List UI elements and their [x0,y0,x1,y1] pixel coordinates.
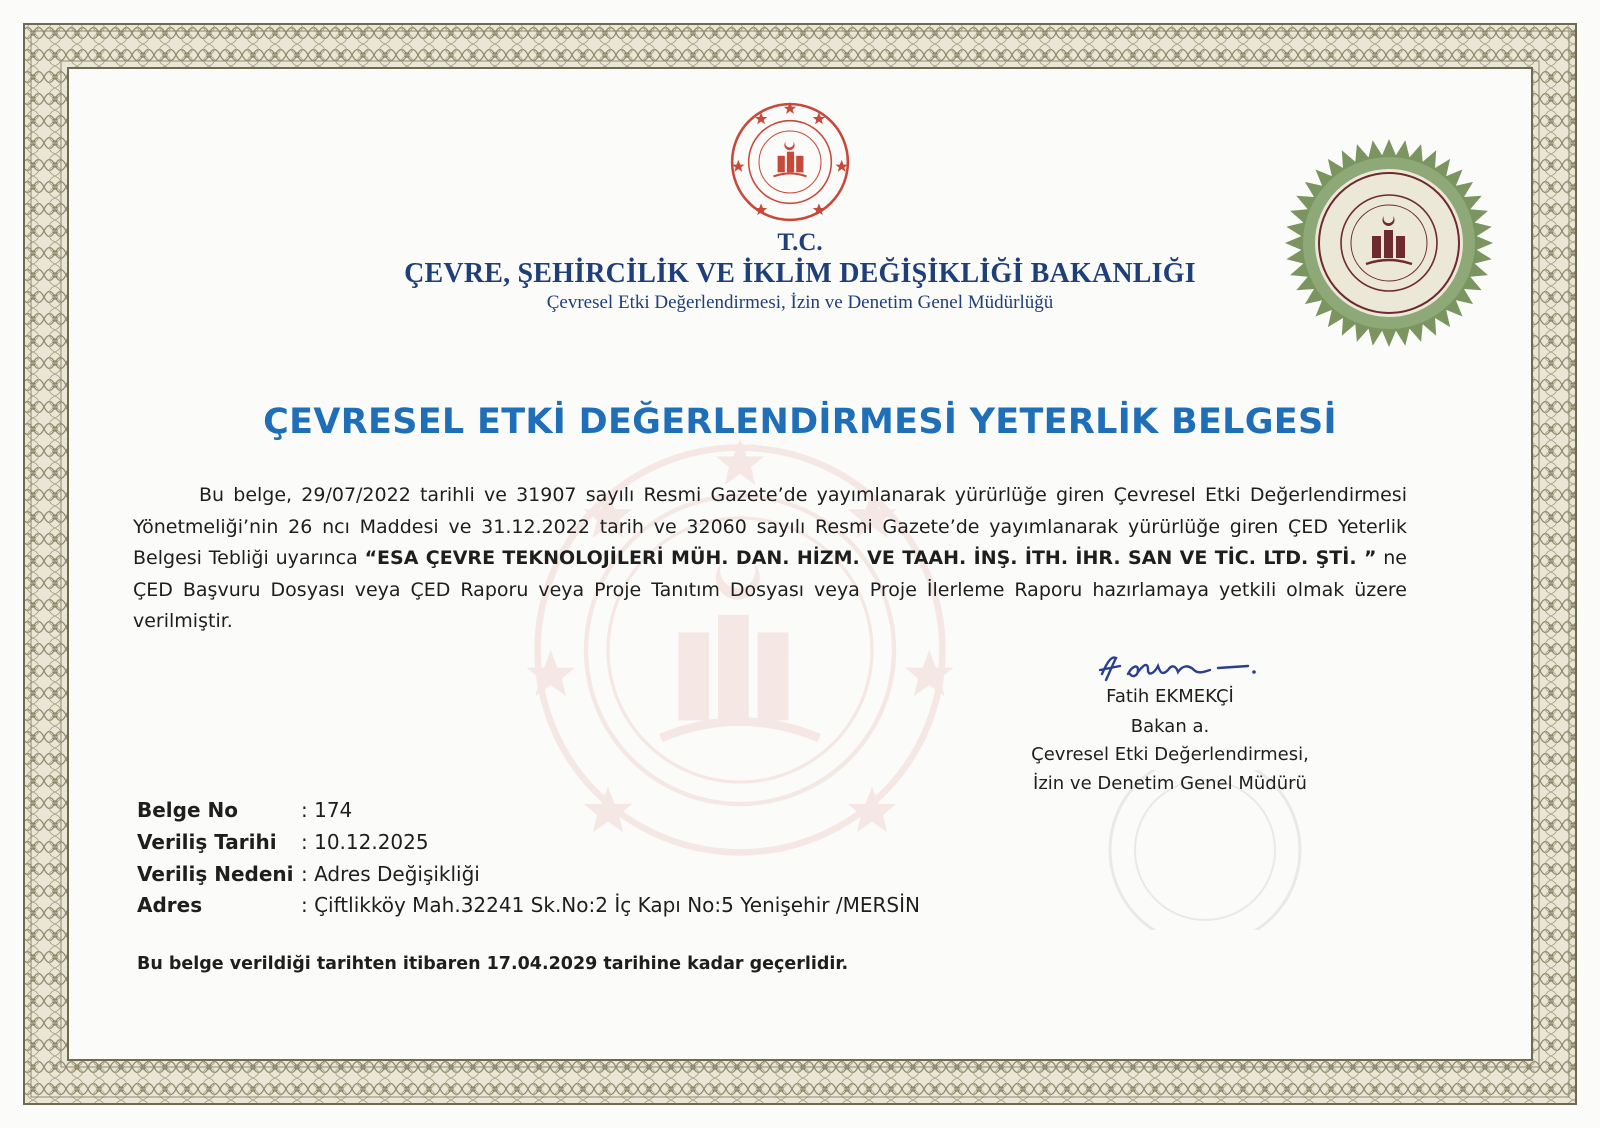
detail-label: Veriliş Nedeni [137,862,294,886]
signatory-role-line1: Çevresel Etki Değerlendirmesi, [1031,744,1309,765]
directorate-name: Çevresel Etki Değerlendirmesi, İzin ve Denetim Genel Müdürlüğü [546,292,1054,313]
ministry-logo-seal [728,100,852,224]
detail-value: : Çiftlikköy Mah.32241 Sk.No:2 İç Kapı No:5 Yenişehir /MERSİN [301,893,920,917]
certificate-body [133,480,1407,638]
signatory-role-line2: İzin ve Denetim Genel Müdürü [1033,773,1307,794]
handwritten-signature [1098,648,1288,690]
state-abbreviation: T.C. [777,229,823,256]
detail-value: : 174 [301,798,353,822]
signatory-name: Fatih EKMEKÇİ [1106,686,1234,707]
detail-label: Adres [137,893,203,917]
ministry-name: ÇEVRE, ŞEHİRCİLİK VE İKLİM DEĞİŞİKLİĞİ BAKANLIĞI [404,258,1196,289]
detail-value: : Adres Değişikliği [301,862,480,886]
body-text-part2: ne ÇED Başvuru Dosyası veya ÇED Raporu veya Proje Tanıtım Dosyası veya Proje İlerleme Raporu hazırlamaya yetkili olmak üzere verilmiştir. [133,547,1407,632]
detail-label: Belge No [137,798,238,822]
validity-statement: Bu belge verildiği tarihten itibaren 17.04.2029 tarihine kadar geçerlidir. [137,954,849,974]
certificate-title: ÇEVRESEL ETKİ DEĞERLENDİRMESİ YETERLİK BELGESİ [263,402,1337,442]
detail-label: Veriliş Tarihi [137,830,277,854]
embossed-stamp [1100,770,1310,930]
signatory-title: Bakan a. [1130,716,1210,737]
detail-value: : 10.12.2025 [301,830,429,854]
company-name: “ESA ÇEVRE TEKNOLOJİLERİ MÜH. DAN. HİZM. VE TAAH. İNŞ. İTH. İHR. SAN VE TİC. LTD. ŞTİ. ” [364,547,1377,569]
body-text-part1: Bu belge, 29/07/2022 tarihli ve 31907 sayılı Resmi Gazete’de yayımlanarak yürürlüğe giren Çevresel Etki Değerlendirmesi Yönetmeliği’nin 26 ncı Maddesi ve 31.12.2022 tarih ve 32060 sayılı Resmi Gazete’de yayımlanarak yürürlüğe giren ÇED Yeterlik Belgesi Tebliği uyarınca [133,484,1407,569]
